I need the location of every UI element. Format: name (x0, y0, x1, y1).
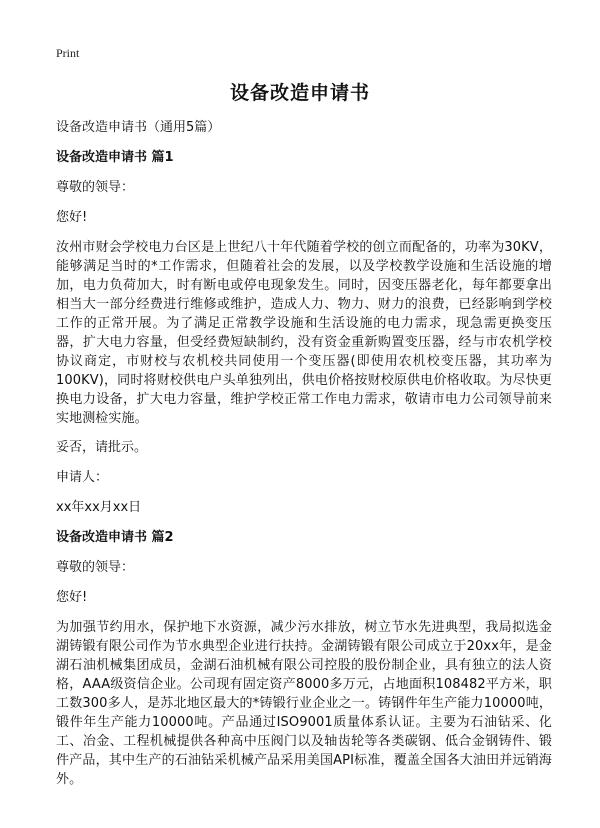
document-title: 设备改造申请书 (229, 82, 370, 104)
section-heading: 设备改造申请书 篇1 (56, 150, 174, 165)
salutation: 尊敬的领导： (56, 560, 135, 575)
date-line: xx年xx月xx日 (56, 500, 142, 515)
salutation: 尊敬的领导： (56, 180, 135, 195)
body-paragraph: 为加强节约用水，保护地下水资源，减少污水排放，树立节水先进典型，我局拟选金湖铸锻有限公司作为节水典型企业进行扶持。金湖铸锻有限公司成立于20xx年，是金湖石油机械集团成员，金湖石油机械有限公司控股的股份制企业，具有独立的法人资格，AAA级资信企业。公司现有固定资产8000多万元，占地面积108482平方米，职工数300多人，是苏北地区最大的*铸锻行业企业之一。铸钢件年生产能力10000吨，锻件年生产能力10000吨。产品通过ISO9001质量体系认证。主要为石油钻采、化工、冶金、工程机械提供各种高中压阀门以及轴齿轮等各类碳钢、低合金钢铸件、锻件产品，其中生产的石油钻采机械产品采用美国API标准，覆盖全国各大油田并远销海外。 (56, 620, 552, 787)
document-subtitle: 设备改造申请书（通用5篇） (56, 120, 221, 135)
section-heading: 设备改造申请书 篇2 (56, 530, 174, 545)
print-label[interactable]: Print (56, 46, 80, 60)
closing-line: 妥否，请批示。 (56, 440, 148, 455)
section-1 (56, 148, 552, 518)
document-content (56, 118, 552, 799)
greeting: 您好! (56, 590, 88, 605)
body-paragraph: 汝州市财会学校电力台区是上世纪八十年代随着学校的创立而配备的，功率为30KV，能够满足当时的*工作需求，但随着社会的发展，以及学校教学设施和生活设施的增加，电力负荷加大，时有断电或停电现象发生。同时，因变压器老化，每年都要拿出相当大一部分经费进行维修或维护，造成人力、物力、财力的浪费，已经影响到学校工作的正常开展。为了满足正常教学设施和生活设施的电力需求，现急需更换变压器，扩大电力容量，但受经费短缺制约，没有资金重新购置变压器，经与市农机学校协议商定，市财校与农机校共同使用一个变压器(即使用农机校变压器，其功率为100KV)，同时将财校供电户头单独列出，供电价格按财校原供电价格收取。为尽快更换电力设备，扩大电力容量，维护学校正常工作电力需求，敬请市电力公司领导前来实地测检实施。 (56, 240, 552, 426)
greeting: 您好! (56, 210, 88, 225)
section-2 (56, 528, 552, 789)
applicant-label: 申请人： (56, 470, 109, 485)
